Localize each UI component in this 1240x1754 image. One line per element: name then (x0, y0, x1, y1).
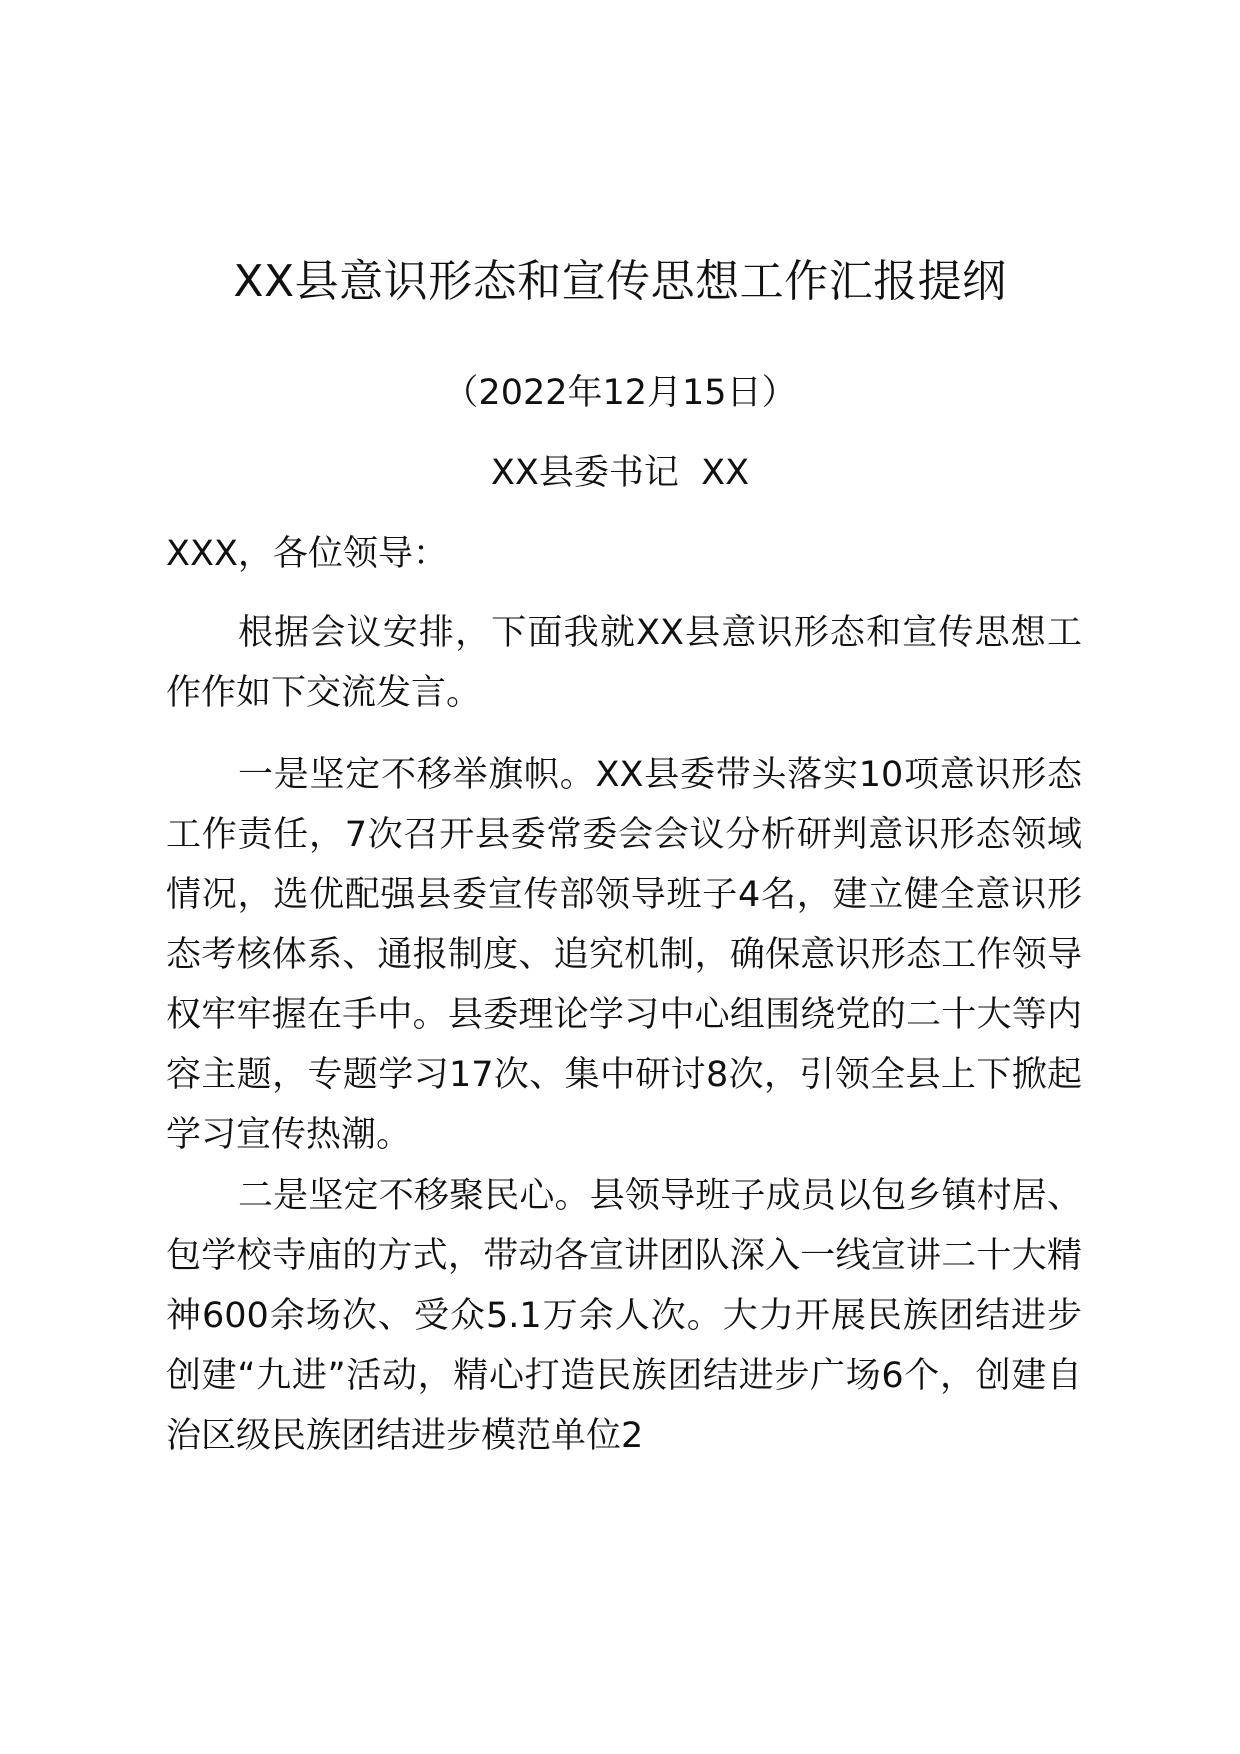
paragraph-point-one: 一是坚定不移举旗帜。XX县委带头落实10项意识形态工作责任，7次召开县委常委会会议分析研判意识形态领域情况，选优配强县委宣传部领导班子4名，建立健全意识形态考核体系、通报制度、追究机制，确保意识形态工作领导权牢牢握在手中。县委理论学习中心组围绕党的二十大等内容主题，专题学习17次、集中研讨8次，引领全县上下掀起学习宣传热潮。 (166, 755, 1082, 1155)
document-date: （2022年12月15日） (443, 373, 797, 413)
paragraph-point-two: 二是坚定不移聚民心。县领导班子成员以包乡镇村居、包学校寺庙的方式，带动各宣讲团队深入一线宣讲二十大精神600余场次、受众5.1万余人次。大力开展民族团结进步创建“九进”活动，精心打造民族团结进步广场6个，创建自治区级民族团结进步模范单位2 (166, 1176, 1082, 1456)
paragraph-intro: 根据会议安排，下面我就XX县意识形态和宣传思想工作作如下交流发言。 (166, 613, 1082, 713)
document-author: XX县委书记 XX (490, 453, 750, 493)
document-title: XX县意识形态和宣传思想工作汇报提纲 (233, 256, 1007, 307)
salutation: XXX，各位领导： (166, 534, 448, 574)
